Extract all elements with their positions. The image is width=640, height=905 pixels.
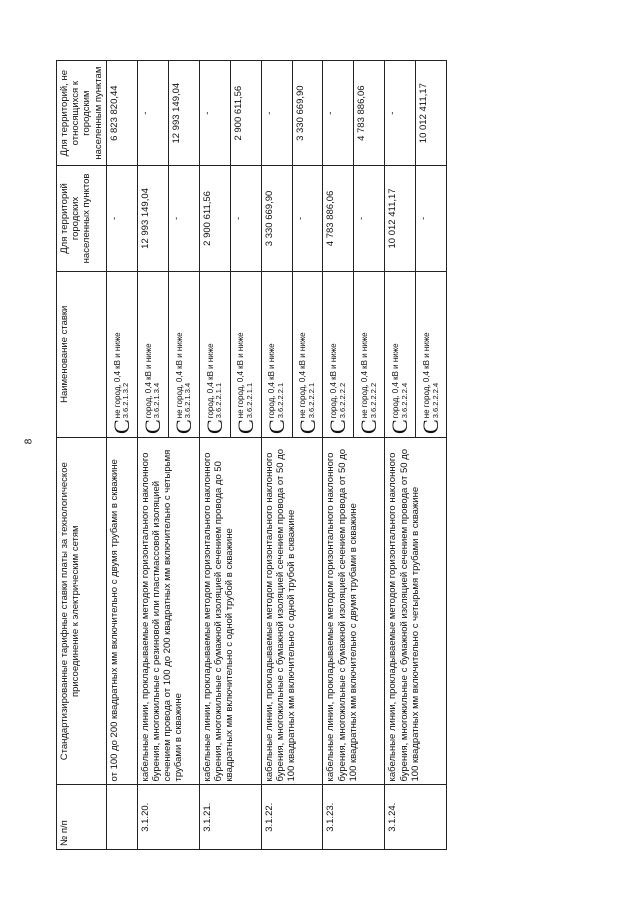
rate-superscript: не город, 0,4 кВ и ниже <box>360 332 370 419</box>
rate-subscript: 3.6.2.2.2.1 <box>306 382 316 419</box>
table-row <box>199 61 230 850</box>
rural-value: - <box>199 61 230 166</box>
rate-name <box>230 271 261 437</box>
rate-symbol: C <box>201 419 227 434</box>
rate-superscript: город, 0,4 кВ и ниже <box>205 343 215 419</box>
rural-value: - <box>137 61 168 166</box>
urban-value: - <box>292 166 323 271</box>
rate-name <box>292 271 323 437</box>
rate-subscript: 3.6.2.2.1.1 <box>244 382 254 419</box>
rate-subscript: 3.6.2.2.2.1 <box>275 382 285 419</box>
rate-subscript: 3.6.2.1.3.2 <box>121 382 131 419</box>
rate-symbol: C <box>139 419 165 434</box>
header-rural: Для территорий, не относящихся к городским населенным пунктам <box>57 61 107 166</box>
rate-subscript: 3.6.2.1.3.4 <box>182 382 192 419</box>
rate-superscript: город, 0,4 кВ и ниже <box>329 343 339 419</box>
row-number: 3.1.23. <box>323 785 385 850</box>
table-header-row <box>57 61 107 850</box>
rate-name <box>137 271 168 437</box>
rate-symbol: C <box>232 419 258 434</box>
urban-value: - <box>416 166 447 271</box>
rate-superscript: не город, 0,4 кВ и ниже <box>236 332 246 419</box>
row-description: кабельные линии, прокладываемые методом горизонтального наклонного бурения, многожильные с бумажной изоляцией сечением провода до 50 квадратных мм включительно с одной трубой в скважине <box>199 437 261 785</box>
row-number: 3.1.21. <box>199 785 261 850</box>
tariff-table <box>56 60 447 850</box>
rate-symbol: C <box>325 419 351 434</box>
rate-name <box>385 271 416 437</box>
rural-value: 10 012 411,17 <box>416 61 447 166</box>
rural-value: - <box>261 61 292 166</box>
rate-symbol: C <box>170 419 196 434</box>
rate-symbol: C <box>418 419 444 434</box>
rate-name <box>416 271 447 437</box>
rate-name <box>354 271 385 437</box>
row-description: кабельные линии, прокладываемые методом горизонтального наклонного бурения, многожильные с бумажной изоляцией сечением провода от 50 до 100 квадратных мм включительно с четырьмя трубами в скважине <box>385 437 447 785</box>
rate-subscript: 3.6.2.2.2.4 <box>430 382 440 419</box>
row-number <box>106 785 137 850</box>
urban-value: - <box>230 166 261 271</box>
urban-value: 10 012 411,17 <box>385 166 416 271</box>
table-row <box>261 61 292 850</box>
row-number: 3.1.24. <box>385 785 447 850</box>
urban-value: 2 900 611,56 <box>199 166 230 271</box>
header-number: № п/п <box>57 785 107 850</box>
rate-subscript: 3.6.2.2.2.2 <box>368 382 378 419</box>
rate-symbol: C <box>108 419 134 434</box>
row-description: кабельные линии, прокладываемые методом горизонтального наклонного бурения, многожильные с резиновой или пластмассовой изоляцией сечением провода от 100 до 200 квадратных мм включительно с четырьмя трубами в скважине <box>137 437 199 785</box>
rate-superscript: не город, 0,4 кВ и ниже <box>174 332 184 419</box>
page-number: 8 <box>23 438 35 445</box>
rural-value: 6 823 820,44 <box>106 61 137 166</box>
rural-value: - <box>323 61 354 166</box>
table-row <box>106 61 137 850</box>
urban-value: 4 783 886,06 <box>323 166 354 271</box>
rate-subscript: 3.6.2.2.2.4 <box>399 382 409 419</box>
urban-value: - <box>106 166 137 271</box>
rate-name <box>261 271 292 437</box>
rate-symbol: C <box>294 419 320 434</box>
rate-superscript: город, 0,4 кВ и ниже <box>143 343 153 419</box>
rate-superscript: город, 0,4 кВ и ниже <box>267 343 277 419</box>
urban-value: 3 330 669,90 <box>261 166 292 271</box>
row-description: кабельные линии, прокладываемые методом горизонтального наклонного бурения, многожильные с бумажной изоляцией сечением провода от 50 до 100 квадратных мм включительно с двумя трубами в скважине <box>323 437 385 785</box>
rural-value: 2 900 611,56 <box>230 61 261 166</box>
urban-value: - <box>354 166 385 271</box>
table-row <box>137 61 168 850</box>
rate-superscript: не город, 0,4 кВ и ниже <box>298 332 308 419</box>
rural-value: 4 783 886,06 <box>354 61 385 166</box>
rate-name <box>106 271 137 437</box>
rotated-table-wrapper <box>56 60 521 850</box>
rate-name <box>199 271 230 437</box>
table-row <box>385 61 416 850</box>
rate-superscript: город, 0,4 кВ и ниже <box>391 343 401 419</box>
rate-subscript: 3.6.2.1.3.4 <box>152 382 161 419</box>
header-urban: Для территорий городских населенных пунктов <box>57 166 107 271</box>
table-row <box>323 61 354 850</box>
rate-superscript: не город, 0,4 кВ и ниже <box>112 332 122 419</box>
rate-name <box>168 271 199 437</box>
rate-name <box>323 271 354 437</box>
urban-value: - <box>168 166 199 271</box>
rural-value: - <box>385 61 416 166</box>
table-body <box>106 61 446 850</box>
row-number: 3.1.22. <box>261 785 323 850</box>
rate-symbol: C <box>387 419 413 434</box>
rate-superscript: не город, 0,4 кВ и ниже <box>422 332 432 419</box>
rural-value: 12 993 149,04 <box>168 61 199 166</box>
rate-symbol: C <box>356 419 382 434</box>
row-description: от 100 до 200 квадратных мм включительно с двумя трубами в скважине <box>106 437 137 785</box>
rate-subscript: 3.6.2.2.1.1 <box>213 382 223 419</box>
row-description: кабельные линии, прокладываемые методом горизонтального наклонного бурения, многожильные с бумажной изоляцией сечением провода от 50 до 100 квадратных мм включительно с одной трубой в скважине <box>261 437 323 785</box>
rural-value: 3 330 669,90 <box>292 61 323 166</box>
rate-symbol: C <box>263 419 289 434</box>
header-description: Стандартизированные тарифные ставки платы за технологическое присоединение к электрическим сетям <box>57 437 107 785</box>
header-rate-name: Наименование ставки <box>57 271 107 437</box>
row-number: 3.1.20. <box>137 785 199 850</box>
urban-value: 12 993 149,04 <box>137 166 168 271</box>
rate-subscript: 3.6.2.2.2.2 <box>337 382 347 419</box>
